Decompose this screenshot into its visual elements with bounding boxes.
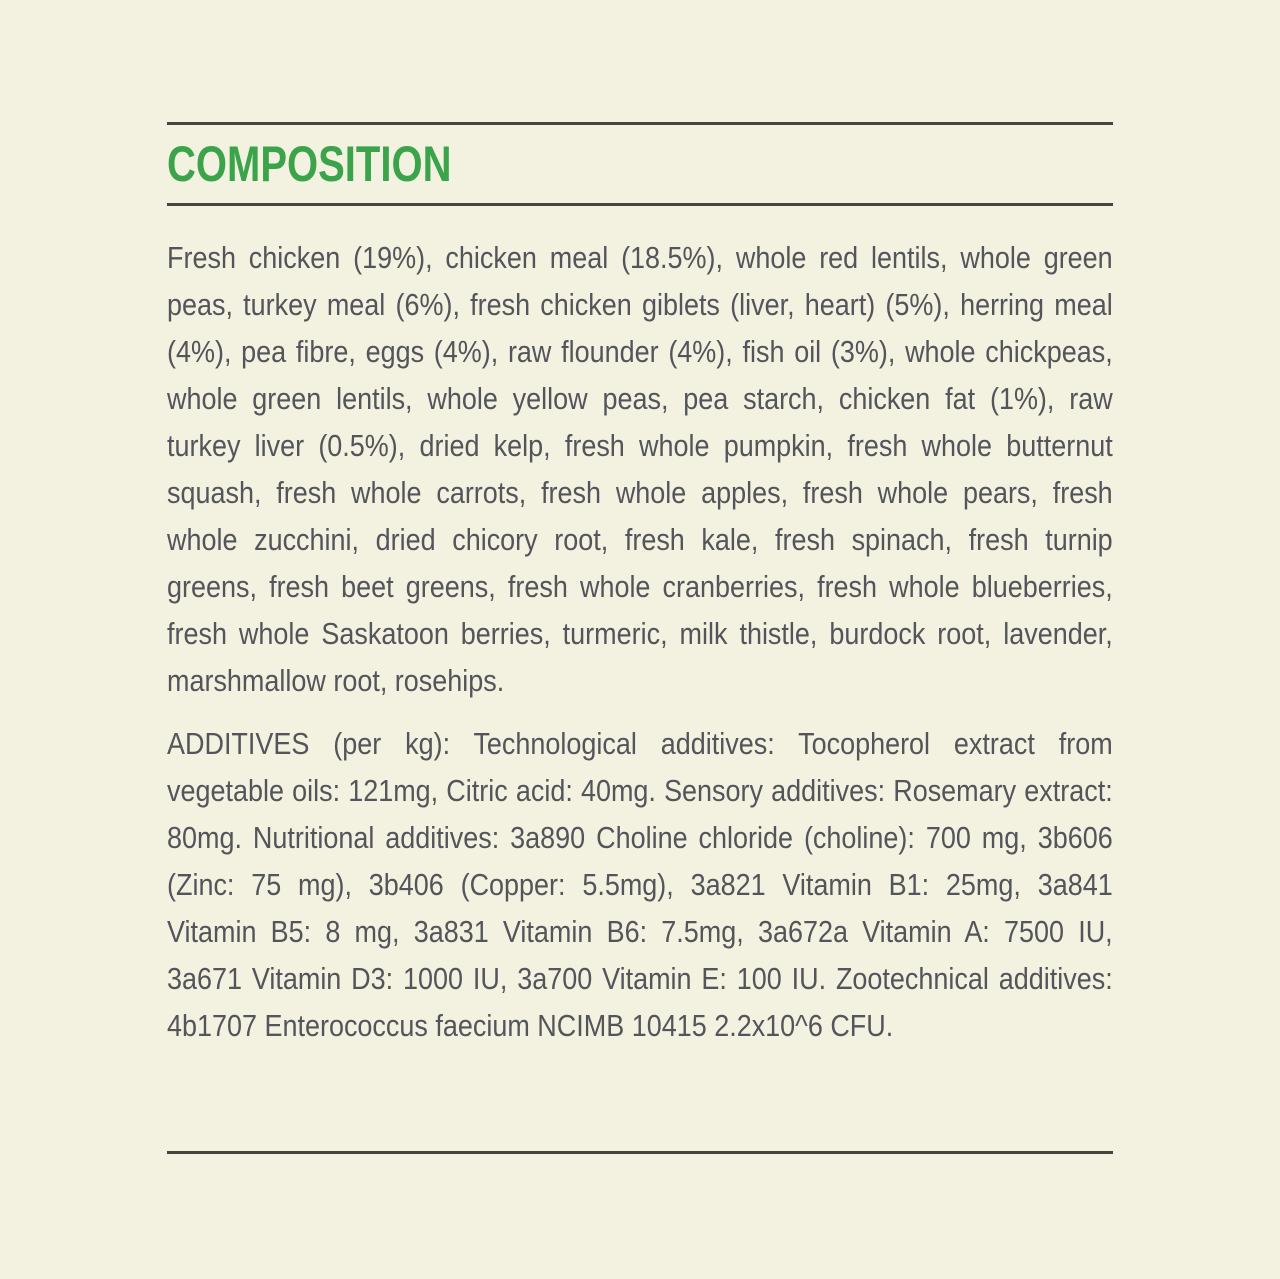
additives-paragraph: ADDITIVES (per kg): Technological additives: Tocopherol extract from vegetable oils: 121mg, Citric acid: 40mg. Sensory additives: Rosemary extract: 80mg. Nutritional additives: 3a890 Choline chloride (choline): 700 mg, 3b606 (Zinc: 75 mg), 3b406 (Copper: 5.5mg), 3a821 Vitamin B1: 25mg, 3a841 Vitamin B5: 8 mg, 3a831 Vitamin B6: 7.5mg, 3a672a Vitamin A: 7500 IU, 3a671 Vitamin D3: 1000 IU, 3a700 Vitamin E: 100 IU. Zootechnical additives: 4b1707 Enterococcus faecium NCIMB 10415 2.2x10^6 CFU. (167, 726, 1113, 1043)
title-divider (167, 203, 1113, 206)
label-body (167, 234, 1113, 1049)
section-title: COMPOSITION (167, 136, 452, 192)
bottom-divider (167, 1151, 1113, 1154)
label-content (167, 0, 1113, 1279)
composition-paragraph: Fresh chicken (19%), chicken meal (18.5%), whole red lentils, whole green peas, turkey meal (6%), fresh chicken giblets (liver, heart) (5%), herring meal (4%), pea fibre, eggs (4%), raw flounder (4%), fish oil (3%), whole chickpeas, whole green lentils, whole yellow peas, pea starch, chicken fat (1%), raw turkey liver (0.5%), dried kelp, fresh whole pumpkin, fresh whole butternut squash, fresh whole carrots, fresh whole apples, fresh whole pears, fresh whole zucchini, dried chicory root, fresh kale, fresh spinach, fresh turnip greens, fresh beet greens, fresh whole cranberries, fresh whole blueberries, fresh whole Saskatoon berries, turmeric, milk thistle, burdock root, lavender, marshmallow root, rosehips. (167, 240, 1113, 698)
top-divider (167, 122, 1113, 125)
